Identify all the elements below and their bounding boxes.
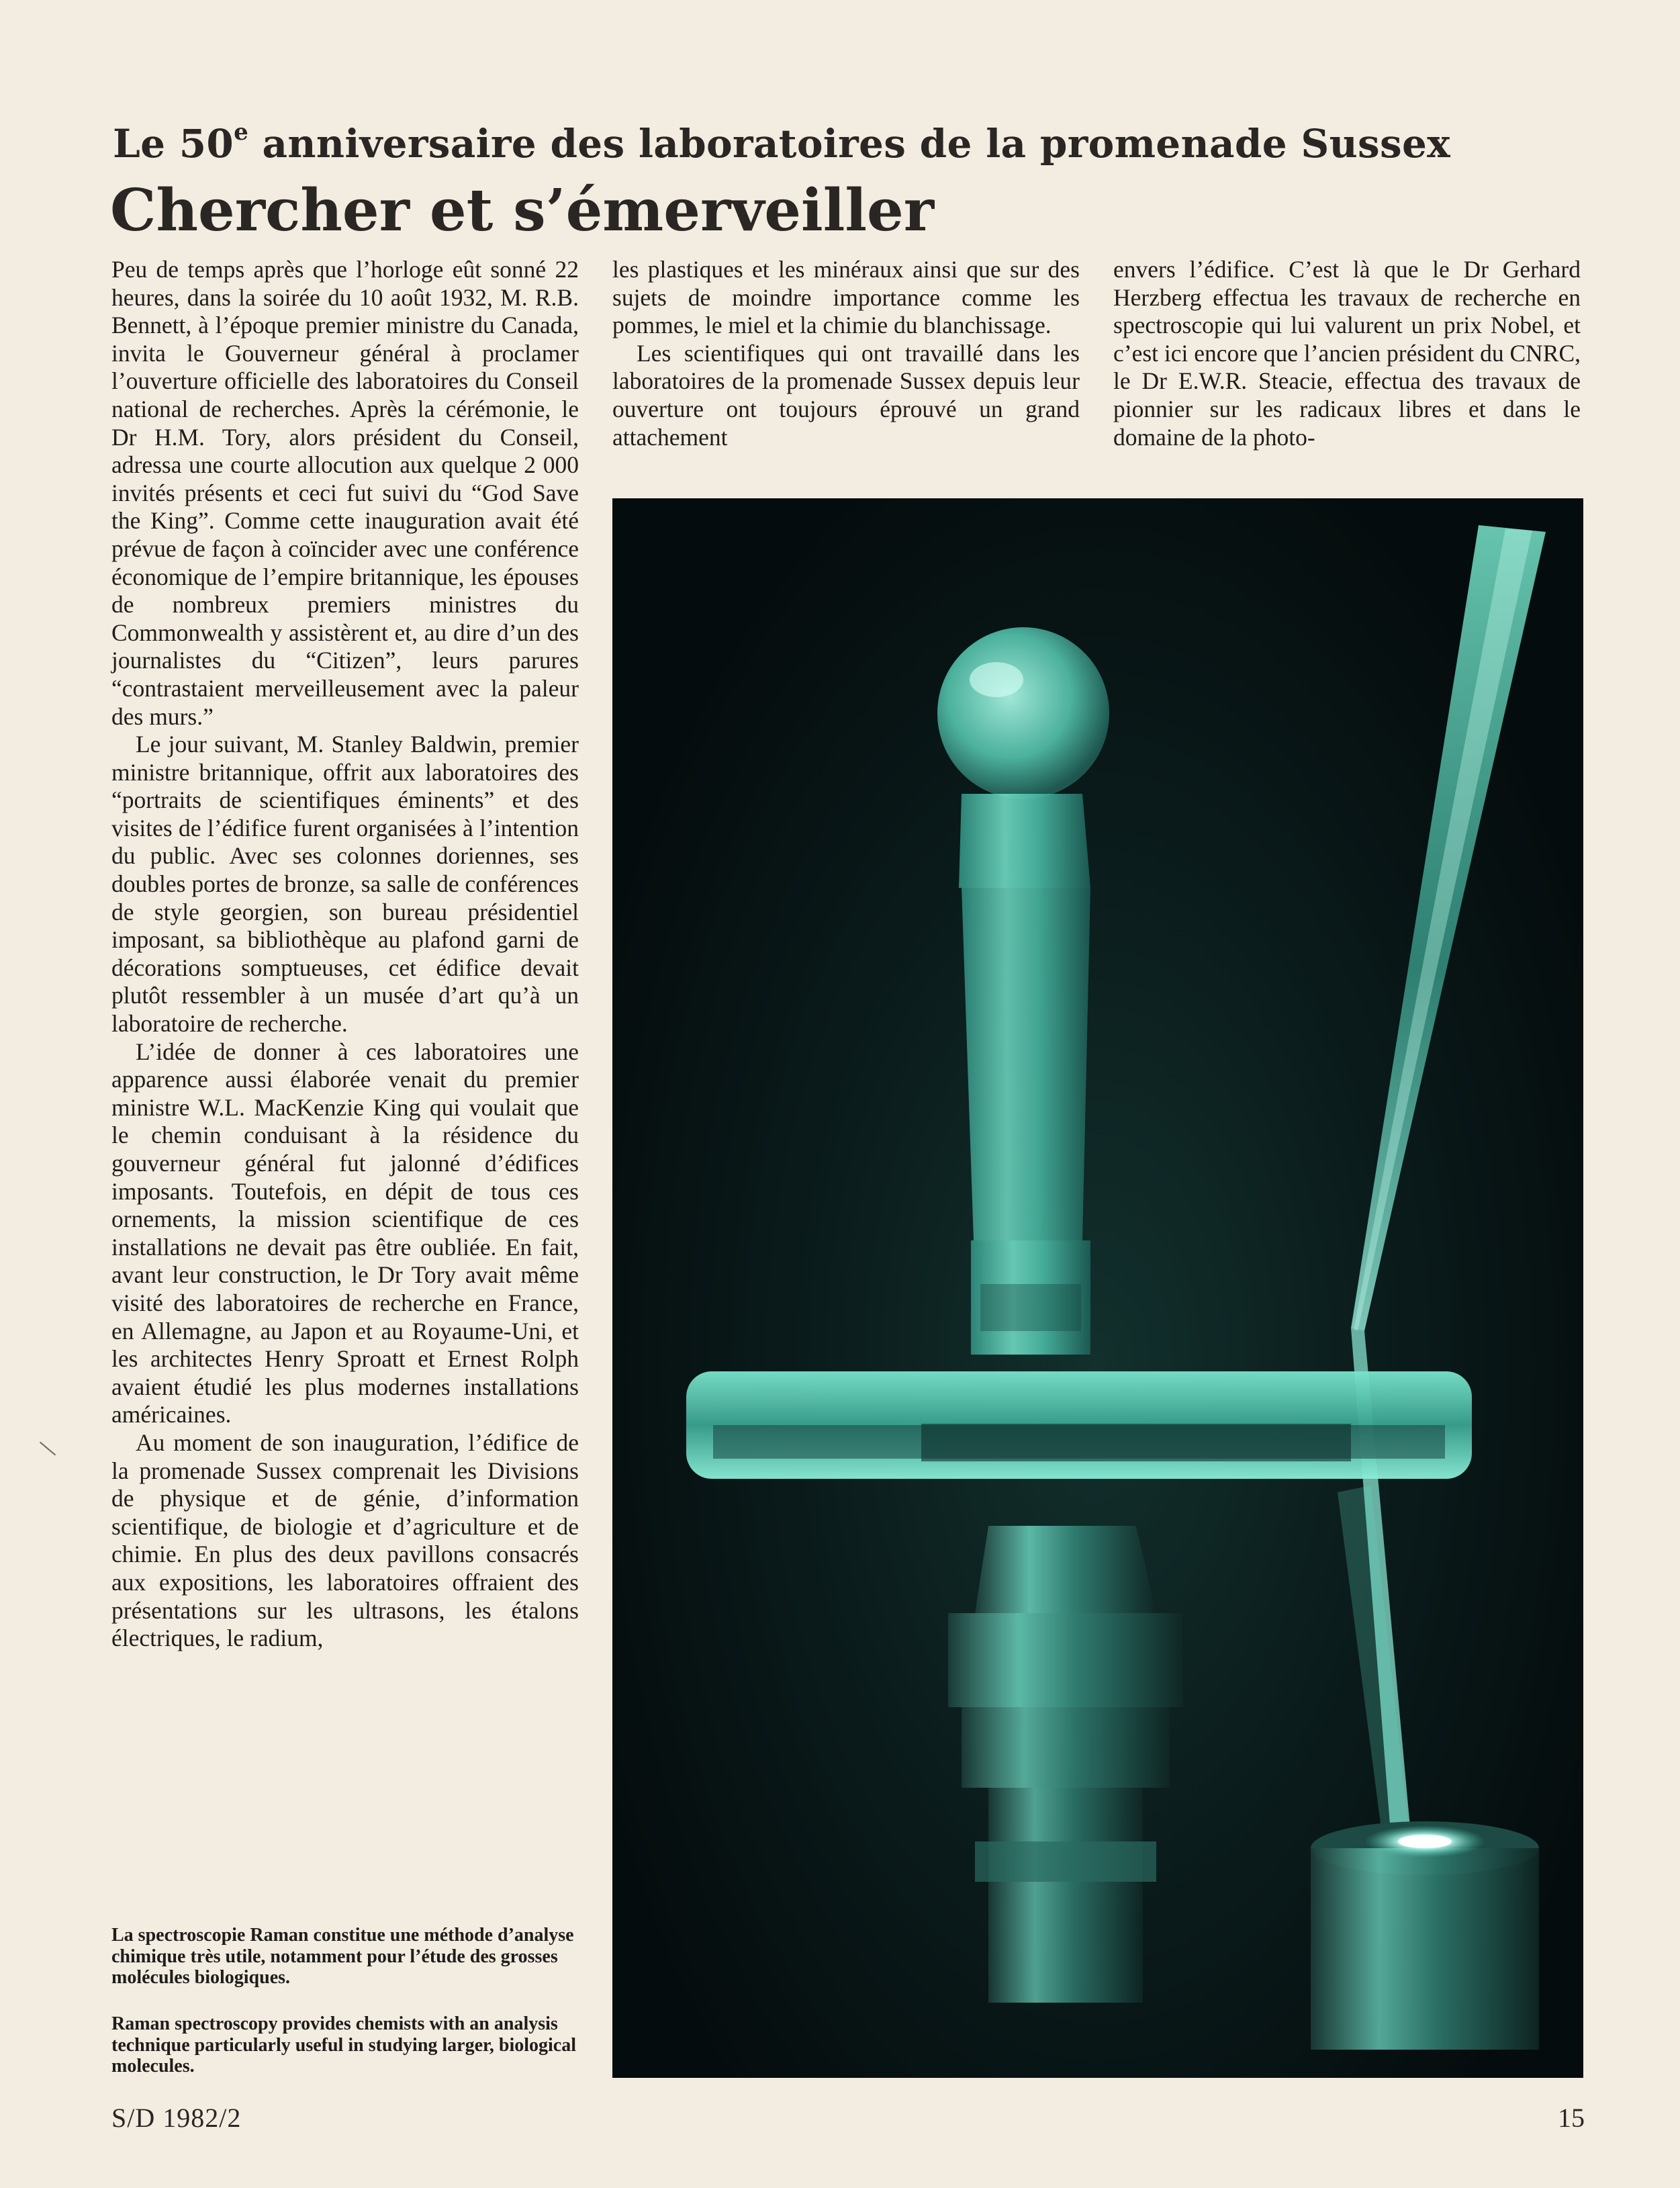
photo-caption-english: Raman spectroscopy provides chemists with an analysis technique particularly useful in studying larger, biological molecules. (111, 2013, 577, 2077)
stray-mark (40, 1442, 56, 1456)
photo-caption-french: La spectroscopie Raman constitue une méthode d’analyse chimique très utile, notamment pour l’étude des grosses molécules biologiques. (111, 1925, 574, 1988)
paragraph: les plastiques et les minéraux ainsi que sur des sujets de moindre importance comme les pommes, le miel et la chimie du blanchissage. (612, 256, 1080, 339)
kicker-heading: Le 50e anniversaire des laboratoires de la promenade Sussex (113, 119, 1451, 167)
raman-spectroscopy-photo (612, 498, 1583, 2078)
paragraph: L’idée de donner à ces laboratoires une apparence aussi élaborée venait du premier ministre W.L. MacKenzie King qui voulait que le chemin conduisant à la résidence du gouverneur général fut jalonné d’édifices imposants. Toutefois, en dépit de tous ces ornements, la mission scientifique de ces installations ne devait pas être oubliée. En fait, avant leur construction, le Dr Tory avait même visité des laboratoires de recherche en France, en Allemagne, au Japon et au Royaume-Uni, et les architectes Henry Sproatt et Ernest Rolph avaient étudié les plus modernes installations américaines. (111, 1038, 579, 1428)
paragraph: Au moment de son inauguration, l’édifice de la promenade Sussex comprenait les Divisions de physique et de génie, d’information scientifique, de biologie et d’agriculture et de chimie. En plus des deux pavillons consacrés aux expositions, les laboratoires offraient des présentations sur les ultrasons, les étalons électriques, le radium, (111, 1428, 579, 1652)
paragraph: Peu de temps après que l’horloge eût sonné 22 heures, dans la soirée du 10 août 1932, M. R.B. Bennett, à l’époque premier ministre du Canada, invita le Gouverneur général à proclamer l’ouverture officielle des laboratoires du Conseil national de recherches. Après la cérémonie, le Dr H.M. Tory, alors président du Conseil, adressa une courte allocution aux quelque 2 000 invités présents et ceci fut suivi du “God Save the King”. Comme cette inauguration avait été prévue de façon à coïncider avec une conférence économique de l’empire britannique, les épouses de nombreux premiers ministres du Commonwealth y assistèrent et, au dire d’un des journalistes du “Citizen”, leurs parures “contrastaient merveilleusement avec la paleur des murs.” (111, 256, 579, 730)
reverse-page-bleed-through (1566, 107, 1680, 235)
text-column-1 (111, 256, 579, 1653)
paragraph: Les scientifiques qui ont travaillé dans les laboratoires de la promenade Sussex depuis leur ouverture ont toujours éprouvé un grand attachement (612, 339, 1080, 451)
page-number: 15 (1558, 2103, 1585, 2133)
issue-footer: S/D 1982/2 (111, 2103, 242, 2133)
paragraph: Le jour suivant, M. Stanley Baldwin, premier ministre britannique, offrit aux laboratoires des “portraits de scientifiques éminents” et des visites de l’édifice furent organisées à l’intention du public. Avec ses colonnes doriennes, ses doubles portes de bronze, sa salle de conférences de style georgien, son bureau présidentiel imposant, sa bibliothèque au plafond garni de décorations somptueuses, cet édifice devait plutôt ressembler à un musée d’art qu’à un laboratoire de recherche. (111, 731, 579, 1038)
page-title: Chercher et s’émerveiller (110, 177, 935, 244)
text-column-3 (1113, 256, 1581, 451)
text-column-2 (612, 256, 1080, 451)
paragraph: envers l’édifice. C’est là que le Dr Gerhard Herzberg effectua les travaux de recherche en spectroscopie qui lui valurent un prix Nobel, et c’est ici encore que l’ancien président du CNRC, le Dr E.W.R. Steacie, effectua des travaux de pionnier sur les radicaux libres et dans le domaine de la photo- (1113, 256, 1581, 451)
